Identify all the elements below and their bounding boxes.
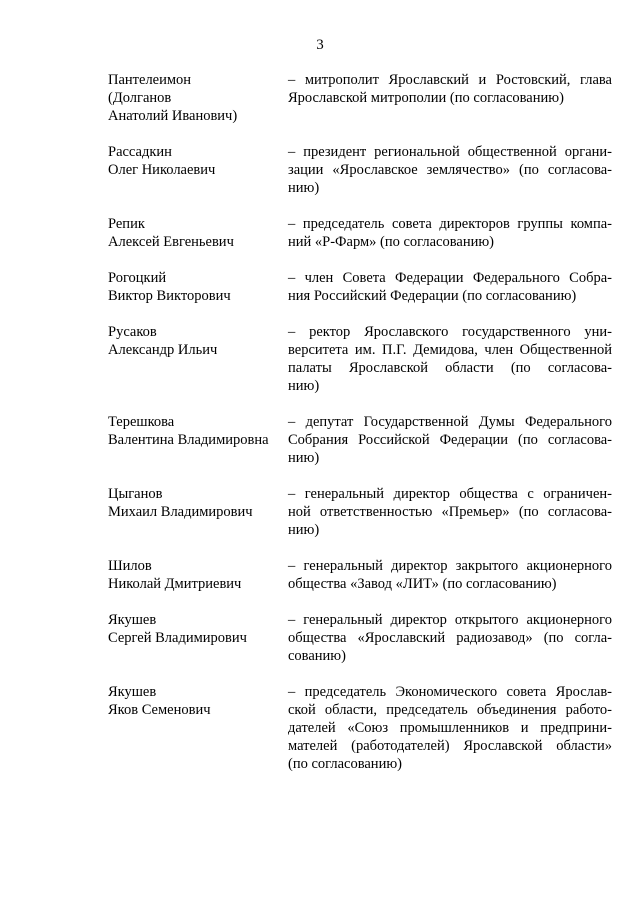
member-name <box>108 269 288 305</box>
member-position-line: – председатель совета директоров группы компа- <box>288 216 612 232</box>
member-list <box>108 71 612 791</box>
member-name-line: Якушев <box>108 684 157 700</box>
member-position-line: дателей «Союз промышленников и предприни- <box>288 720 612 736</box>
member-name <box>108 143 288 197</box>
member-position <box>288 683 612 773</box>
member-name-line: Алексей Евгеньевич <box>108 234 234 250</box>
member-position <box>288 323 612 395</box>
member-name <box>108 485 288 539</box>
member-name-line: Яков Семенович <box>108 702 211 718</box>
member-position-line: ний «Р-Фарм» (по согласованию) <box>288 234 495 250</box>
member-position-line: ния Российский Федерации (по согласованию) <box>288 288 577 304</box>
member-name-line: Сергей Владимирович <box>108 630 247 646</box>
member-position-line: зации «Ярославское землячество» (по согласова- <box>288 162 612 178</box>
member-position-line: – митрополит Ярославский и Ростовский, глава <box>288 72 612 88</box>
member-position-line: мателей (работодателей) Ярославской области» <box>288 738 612 754</box>
member-position <box>288 143 612 197</box>
member-name-line: Валентина Владимировна <box>108 432 269 448</box>
member-position-line: нию) <box>288 450 320 466</box>
member-position <box>288 215 612 251</box>
member-position <box>288 485 612 539</box>
member-position-line: – ректор Ярославского государственного уни- <box>288 324 612 340</box>
member-position-line: общества «Завод «ЛИТ» (по согласованию) <box>288 576 557 592</box>
member-name <box>108 557 288 593</box>
member-name-line: Анатолий Иванович) <box>108 108 238 124</box>
member-name-line: Шилов <box>108 558 152 574</box>
member-position-line: сованию) <box>288 648 346 664</box>
member-name-line: Рогоцкий <box>108 270 167 286</box>
member-name <box>108 611 288 665</box>
member-name <box>108 215 288 251</box>
page-number: 3 <box>316 37 324 53</box>
member-name-line: Виктор Викторович <box>108 288 231 304</box>
member-entry <box>108 71 612 125</box>
member-position-line: Ярославской митрополии (по согласованию) <box>288 90 564 106</box>
member-entry <box>108 611 612 665</box>
member-position <box>288 71 612 125</box>
member-name <box>108 71 288 125</box>
member-entry <box>108 323 612 395</box>
member-name <box>108 323 288 395</box>
member-entry <box>108 269 612 305</box>
member-position-line: – президент региональной общественной органи- <box>288 144 612 160</box>
member-position-line: Собрания Российской Федерации (по согласова- <box>288 432 612 448</box>
member-position-line: – член Совета Федерации Федерального Собра- <box>288 270 612 286</box>
member-entry <box>108 215 612 251</box>
member-entry <box>108 143 612 197</box>
member-position-line: ной ответственностью «Премьер» (по согласова- <box>288 504 612 520</box>
member-name-line: Русаков <box>108 324 157 340</box>
member-position-line: – генеральный директор открытого акционерного <box>288 612 612 628</box>
member-position <box>288 557 612 593</box>
member-position-line: – депутат Государственной Думы Федерального <box>288 414 612 430</box>
member-entry <box>108 485 612 539</box>
member-name-line: Терешкова <box>108 414 175 430</box>
member-entry <box>108 683 612 773</box>
member-position-line: – председатель Экономического совета Ярослав- <box>288 684 612 700</box>
member-position-line: (по согласованию) <box>288 756 402 772</box>
member-name-line: Цыганов <box>108 486 163 502</box>
member-name-line: Якушев <box>108 612 157 628</box>
member-position <box>288 611 612 665</box>
member-name-line: Пантелеимон <box>108 72 192 88</box>
member-entry <box>108 557 612 593</box>
member-position <box>288 413 612 467</box>
member-name-line: Рассадкин <box>108 144 172 160</box>
member-name-line: Николай Дмитриевич <box>108 576 242 592</box>
member-name-line: Олег Николаевич <box>108 162 216 178</box>
member-name-line: (Долганов <box>108 90 172 106</box>
member-position-line: – генеральный директор закрытого акционерного <box>288 558 612 574</box>
member-name-line: Михаил Владимирович <box>108 504 253 520</box>
member-position-line: нию) <box>288 522 320 538</box>
member-position <box>288 269 612 305</box>
member-entry <box>108 413 612 467</box>
member-name-line: Репик <box>108 216 145 232</box>
member-position-line: палаты Ярославской области (по согласова- <box>288 360 612 376</box>
member-name-line: Александр Ильич <box>108 342 218 358</box>
member-position-line: нию) <box>288 180 320 196</box>
member-name <box>108 683 288 773</box>
member-name <box>108 413 288 467</box>
member-position-line: нию) <box>288 378 320 394</box>
member-position-line: – генеральный директор общества с ограничен- <box>288 486 612 502</box>
member-position-line: ской области, председатель объединения работо- <box>288 702 612 718</box>
member-position-line: верситета им. П.Г. Демидова, член Общественной <box>288 342 612 358</box>
member-position-line: общества «Ярославский радиозавод» (по согла- <box>288 630 612 646</box>
